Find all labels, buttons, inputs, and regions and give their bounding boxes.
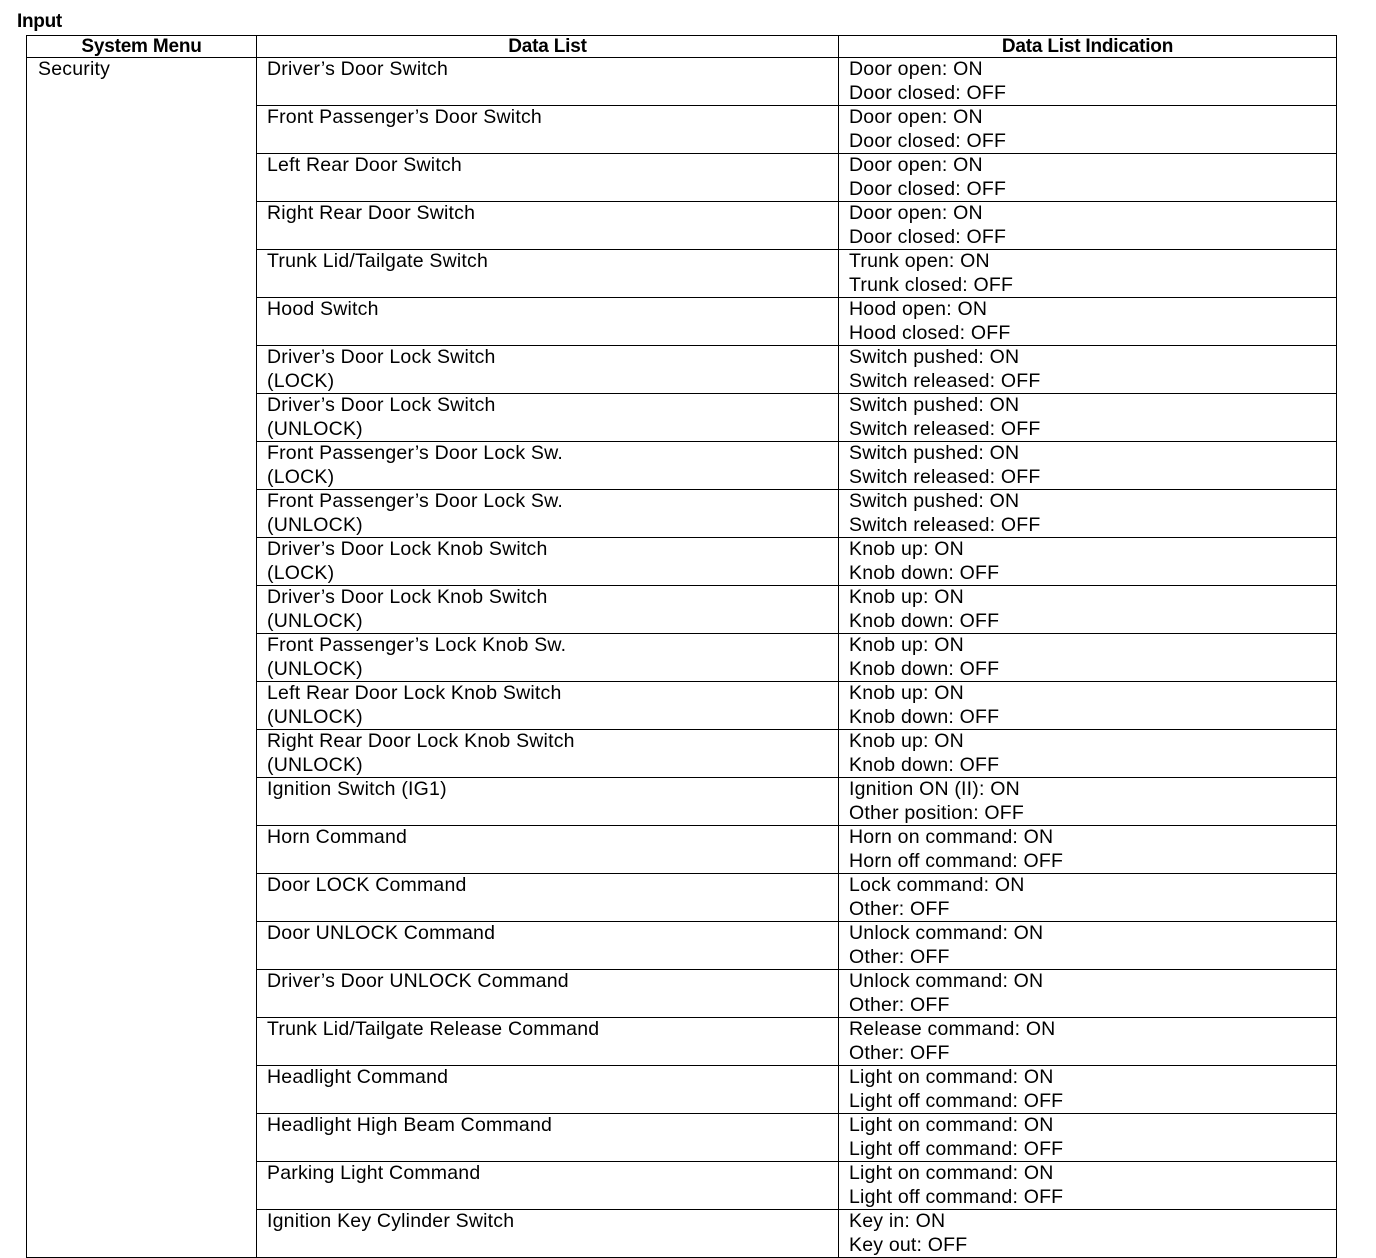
indication-line: Trunk closed: OFF bbox=[849, 273, 1014, 296]
indication-line: Switch released: OFF bbox=[849, 417, 1041, 440]
data-list-item-line: Right Rear Door Switch bbox=[267, 202, 476, 224]
data-list-item bbox=[257, 490, 839, 538]
data-list-indication bbox=[839, 298, 1337, 346]
indication-line: Light on command: ON bbox=[849, 1162, 1054, 1184]
indication-line: Hood open: ON bbox=[849, 298, 988, 320]
header-system-menu: System Menu bbox=[27, 36, 257, 58]
table-body bbox=[27, 58, 1337, 1258]
data-list-item bbox=[257, 922, 839, 970]
data-list-item bbox=[257, 58, 839, 106]
data-list-indication bbox=[839, 1114, 1337, 1162]
indication-line: Knob down: OFF bbox=[849, 561, 1000, 584]
data-list-item-line: (UNLOCK) bbox=[267, 513, 363, 536]
indication-line: Unlock command: ON bbox=[849, 922, 1044, 944]
data-list-indication bbox=[839, 538, 1337, 586]
data-list-indication bbox=[839, 682, 1337, 730]
indication-line: Other: OFF bbox=[849, 897, 950, 920]
data-list-item bbox=[257, 682, 839, 730]
data-list-indication bbox=[839, 442, 1337, 490]
data-list-item bbox=[257, 730, 839, 778]
data-list-item-line: Ignition Key Cylinder Switch bbox=[267, 1210, 515, 1232]
data-list-item bbox=[257, 298, 839, 346]
data-list-item bbox=[257, 202, 839, 250]
data-list-item-line: (LOCK) bbox=[267, 465, 335, 488]
indication-line: Lock command: ON bbox=[849, 874, 1025, 896]
indication-line: Knob down: OFF bbox=[849, 705, 1000, 728]
data-list-item-line: (UNLOCK) bbox=[267, 705, 363, 728]
indication-line: Switch pushed: ON bbox=[849, 394, 1020, 416]
data-list-item-line: (UNLOCK) bbox=[267, 753, 363, 776]
data-list-item bbox=[257, 1210, 839, 1258]
indication-line: Release command: ON bbox=[849, 1018, 1056, 1040]
indication-line: Horn on command: ON bbox=[849, 826, 1054, 848]
data-list-item-line: (LOCK) bbox=[267, 369, 335, 392]
indication-line: Unlock command: ON bbox=[849, 970, 1044, 992]
data-list-indication bbox=[839, 826, 1337, 874]
data-list-item-line: Driver’s Door UNLOCK Command bbox=[267, 970, 569, 992]
indication-line: Switch pushed: ON bbox=[849, 346, 1020, 368]
data-list-item bbox=[257, 394, 839, 442]
data-list-item-line: (UNLOCK) bbox=[267, 657, 363, 680]
indication-line: Door open: ON bbox=[849, 202, 983, 224]
table-header-row bbox=[27, 36, 1337, 58]
data-list-indication bbox=[839, 1018, 1337, 1066]
data-list-indication bbox=[839, 1162, 1337, 1210]
indication-line: Light on command: ON bbox=[849, 1114, 1054, 1136]
data-list-item-line: Headlight High Beam Command bbox=[267, 1114, 553, 1136]
data-list-item bbox=[257, 346, 839, 394]
indication-line: Door closed: OFF bbox=[849, 129, 1007, 152]
indication-line: Knob up: ON bbox=[849, 682, 964, 704]
data-list-indication bbox=[839, 58, 1337, 106]
data-list-item-line: Front Passenger’s Door Lock Sw. bbox=[267, 442, 563, 464]
indication-line: Hood closed: OFF bbox=[849, 321, 1011, 344]
data-list-indication bbox=[839, 874, 1337, 922]
data-list-indication bbox=[839, 1066, 1337, 1114]
indication-line: Door open: ON bbox=[849, 154, 983, 176]
indication-line: Light off command: OFF bbox=[849, 1137, 1064, 1160]
indication-line: Light on command: ON bbox=[849, 1066, 1054, 1088]
data-list-item bbox=[257, 1114, 839, 1162]
indication-line: Knob up: ON bbox=[849, 538, 964, 560]
data-list-indication bbox=[839, 346, 1337, 394]
system-menu-cell: Security bbox=[27, 58, 257, 1258]
data-list-item bbox=[257, 538, 839, 586]
data-list-item bbox=[257, 586, 839, 634]
data-list-item-line: Ignition Switch (IG1) bbox=[267, 778, 447, 800]
data-list-item-line: Driver’s Door Lock Knob Switch bbox=[267, 538, 548, 560]
indication-line: Knob down: OFF bbox=[849, 609, 1000, 632]
indication-line: Other: OFF bbox=[849, 945, 950, 968]
indication-line: Switch pushed: ON bbox=[849, 442, 1020, 464]
data-list-item bbox=[257, 1162, 839, 1210]
data-list-item-line: Left Rear Door Switch bbox=[267, 154, 462, 176]
data-list-item-line: Door UNLOCK Command bbox=[267, 922, 496, 944]
data-list-item-line: Door LOCK Command bbox=[267, 874, 467, 896]
data-list-table bbox=[26, 35, 1337, 1258]
data-list-indication bbox=[839, 1210, 1337, 1258]
indication-line: Knob down: OFF bbox=[849, 753, 1000, 776]
data-list-item bbox=[257, 874, 839, 922]
data-list-item-line: Left Rear Door Lock Knob Switch bbox=[267, 682, 562, 704]
data-list-item-line: Right Rear Door Lock Knob Switch bbox=[267, 730, 575, 752]
data-list-indication bbox=[839, 490, 1337, 538]
indication-line: Key in: ON bbox=[849, 1210, 946, 1232]
data-list-item-line: Front Passenger’s Door Switch bbox=[267, 106, 542, 128]
header-data-list-indication: Data List Indication bbox=[839, 36, 1337, 58]
data-list-item-line: Hood Switch bbox=[267, 298, 379, 320]
indication-line: Light off command: OFF bbox=[849, 1185, 1064, 1208]
data-list-indication bbox=[839, 586, 1337, 634]
data-list-item bbox=[257, 106, 839, 154]
data-list-item-line: (UNLOCK) bbox=[267, 417, 363, 440]
indication-line: Knob up: ON bbox=[849, 730, 964, 752]
indication-line: Knob up: ON bbox=[849, 586, 964, 608]
indication-line: Other position: OFF bbox=[849, 801, 1025, 824]
data-list-item-line: Trunk Lid/Tailgate Release Command bbox=[267, 1018, 600, 1040]
data-list-item bbox=[257, 1018, 839, 1066]
data-list-item-line: Parking Light Command bbox=[267, 1162, 481, 1184]
data-list-indication bbox=[839, 394, 1337, 442]
data-list-item-line: Horn Command bbox=[267, 826, 408, 848]
data-list-indication bbox=[839, 202, 1337, 250]
data-list-item-line: (LOCK) bbox=[267, 561, 335, 584]
data-list-item bbox=[257, 970, 839, 1018]
indication-line: Light off command: OFF bbox=[849, 1089, 1064, 1112]
indication-line: Knob down: OFF bbox=[849, 657, 1000, 680]
indication-line: Door open: ON bbox=[849, 58, 983, 80]
data-list-item-line: Trunk Lid/Tailgate Switch bbox=[267, 250, 489, 272]
data-list-item-line: Driver’s Door Switch bbox=[267, 58, 448, 80]
data-list-indication bbox=[839, 154, 1337, 202]
data-list-indication bbox=[839, 634, 1337, 682]
data-list-item-line: Front Passenger’s Door Lock Sw. bbox=[267, 490, 563, 512]
data-list-item bbox=[257, 250, 839, 298]
indication-line: Door open: ON bbox=[849, 106, 983, 128]
indication-line: Other: OFF bbox=[849, 993, 950, 1016]
data-list-item bbox=[257, 826, 839, 874]
indication-line: Switch released: OFF bbox=[849, 465, 1041, 488]
indication-line: Knob up: ON bbox=[849, 634, 964, 656]
data-list-item-line: Driver’s Door Lock Switch bbox=[267, 394, 496, 416]
indication-line: Trunk open: ON bbox=[849, 250, 990, 272]
data-list-item-line: Front Passenger’s Lock Knob Sw. bbox=[267, 634, 567, 656]
page-heading: Input bbox=[17, 11, 62, 32]
indication-line: Switch pushed: ON bbox=[849, 490, 1020, 512]
header-data-list: Data List bbox=[257, 36, 839, 58]
data-list-indication bbox=[839, 730, 1337, 778]
data-list-item-line: Driver’s Door Lock Knob Switch bbox=[267, 586, 548, 608]
indication-line: Ignition ON (II): ON bbox=[849, 778, 1020, 800]
indication-line: Other: OFF bbox=[849, 1041, 950, 1064]
indication-line: Door closed: OFF bbox=[849, 225, 1007, 248]
data-list-item bbox=[257, 778, 839, 826]
data-list-item bbox=[257, 154, 839, 202]
data-list-indication bbox=[839, 778, 1337, 826]
indication-line: Key out: OFF bbox=[849, 1233, 968, 1256]
indication-line: Switch released: OFF bbox=[849, 369, 1041, 392]
data-list-item bbox=[257, 442, 839, 490]
data-list-item-line: (UNLOCK) bbox=[267, 609, 363, 632]
indication-line: Horn off command: OFF bbox=[849, 849, 1064, 872]
data-list-item bbox=[257, 1066, 839, 1114]
data-list-item bbox=[257, 634, 839, 682]
data-list-item-line: Headlight Command bbox=[267, 1066, 449, 1088]
data-list-item-line: Driver’s Door Lock Switch bbox=[267, 346, 496, 368]
data-list-indication bbox=[839, 922, 1337, 970]
indication-line: Switch released: OFF bbox=[849, 513, 1041, 536]
indication-line: Door closed: OFF bbox=[849, 81, 1007, 104]
indication-line: Door closed: OFF bbox=[849, 177, 1007, 200]
table-row bbox=[27, 58, 1337, 106]
data-list-indication bbox=[839, 106, 1337, 154]
data-list-indication bbox=[839, 250, 1337, 298]
data-list-indication bbox=[839, 970, 1337, 1018]
